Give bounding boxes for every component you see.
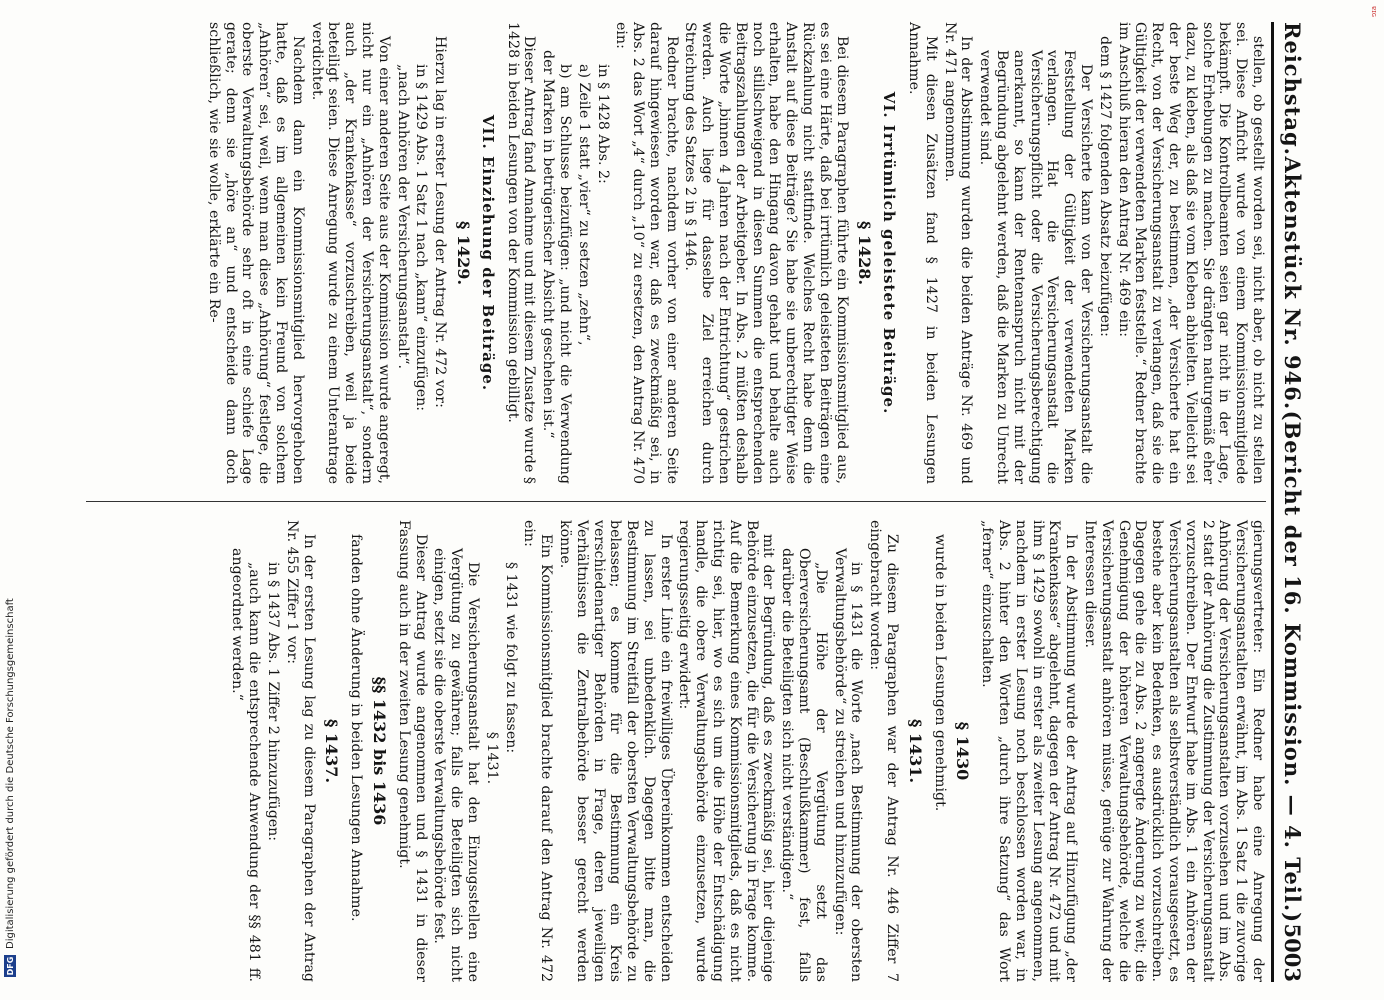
paragraph-heading: § 1430 (953, 721, 973, 781)
paragraph: in § 1428 Abs. 2: (594, 64, 611, 184)
paragraph-heading: § 1437. (322, 718, 342, 784)
funding-notice (3, 597, 17, 977)
paragraph: Hierzu lag in erster Lesung der Antrag Nr. 472 vor: (432, 36, 449, 408)
paragraph-heading: § 1428. (855, 220, 875, 286)
funding-notice-text: Digitalisierung gefördert durch die Deutsche Forschungsgemeinschaft (4, 598, 16, 949)
paragraph: mit der Begründung, daß es zweckmäßig sei, hier diejenige Behörde einzusetzen, die für die Versicherung in Frage komme. Auf die Bemerkung eines Kommissionsmitglieds, daß es nicht richtig sei, hier, wo es sich um die Höhe der Entschädigung handle, die obere Verwaltungsbehörde einzusetzen, wurde regierungsseitig erwidert: (676, 520, 777, 982)
column-divider (86, 501, 1266, 502)
corner-mark (1368, 8, 1380, 32)
paragraph: In der Abstimmung wurde der Antrag auf Hinzufügung „der Krankenkasse“ abgelehnt, dagegen der Antrag Nr. 472 und mit ihm § 1429 sowohl in erster als zweiter Lesung angenommen, nachdem in erster Lesung noch beschlossen worden war, in Abs. 2 hinter den Worten „durch ihre Satzung“ das Wort „ferner“ einzuschalten. (979, 520, 1080, 982)
paragraph: in § 1429 Abs. 1 Satz 1 nach „kann“ einzufügen: (413, 64, 430, 412)
list-item: a) Zeile 1 statt „vier“ zu setzen „zehn“, (575, 64, 592, 346)
quoted-text: „nach Anhören der Versicherungsanstalt“. (394, 64, 411, 370)
paragraph: Dieser Antrag wurde angenommen und § 1431 in dieser Fassung auch in der zweiten Lesung genehmigt. (395, 520, 429, 982)
paragraph: In erster Linie ein freiwilliges Übereinkommen entscheiden zu lassen, sei unbedenklich. Dagegen bitte man, die Bestimmung im Streitfall der obersten Verwaltungsbehörde zu belassen; es komme für die Bestimmung ein Kreis verschiedenartiger Behörden in Frage, deren jeweiligen Verhältnissen die Zentralbehörde besser gerecht werden könne. (556, 520, 674, 982)
paragraph: dem § 1427 folgenden Absatz beizufügen: (1096, 36, 1113, 337)
section-heading: VII. Einziehung der Beiträge. (478, 114, 497, 392)
header-left: Reichstag. (1280, 22, 1305, 156)
paragraph: Von einer anderen Seite aus der Kommission wurde angeregt, nicht nur ein „Anhören der Versicherungsanstalt“, sondern auch „der Krankenkasse“ vorzuschreiben, weil ja beide beteiligt seien. Diese Anregung wurde zu einem Unterantrage verdichtet. (308, 22, 392, 484)
paragraph: in § 1437 Abs. 1 Ziffer 2 hinzuzufügen: (264, 562, 281, 842)
paragraph: wurde in beiden Lesungen genehmigt. (931, 534, 948, 812)
paragraph: Dieser Antrag fand Annahme und mit diesem Zusatze wurde § 1428 in beiden Lesungen von der Kommission gebilligt. (504, 22, 538, 484)
paragraph: in § 1431 die Worte „nach Bestimmung der obersten Verwaltungsbehörde“ zu streichen und hinzuzufügen: (831, 548, 865, 982)
paragraph: In der ersten Lesung lag zu diesem Paragraphen der Antrag Nr. 455 Ziffer 1 vor: (283, 520, 317, 982)
paragraph: Nachdem dann ein Kommissionsmitglied hervorgehoben hatte, daß es im allgemeinen kein Freund von solchem „Anhören“ sei, weil, wenn man diese „Anhörung“ festlege, die oberste Verwaltungsbehörde sehr oft in eine schiefe Lage gerate; denn sie „höre an“ und entscheide dann doch schließlich, wie sie wolle, erklärte ein Re- (205, 22, 306, 484)
paragraph: § 1431 wie folgt zu fassen: (502, 562, 519, 754)
paragraph: stellen, ob gestellt worden sei, nicht aber, ob nicht zu stellen sei. Diese Anficht wurde von einem Kommissionsmitgliede bekämpft. Die Kontrollbeamten seien gar nicht in der Lage, solche Erhebungen zu machen. Sie drängten naturgemäß eher dazu, zu kleben, als daß sie vom Kleben abhielten. Vielleicht sei der beste Weg der, zu bestimmen, „der Versicherte hat ein Recht, von der Versicherungsanstalt zu verlangen, daß sie die Gültigkeit der verwendeten Marken feststelle.“ Redner brachte im Anschluß hieran den Antrag Nr. 469 ein: (1115, 22, 1266, 484)
list-item: b) am Schlusse beizufügen: „und nicht die Verwendung der Marken in betrügerischer Absicht geschehen ist.“ (540, 50, 573, 484)
paragraph: Zu diesem Paragraphen war der Antrag Nr. 446 Ziffer 7 eingebracht worden: (867, 520, 901, 982)
dfg-logo: DFG (5, 956, 15, 976)
quoted-heading: § 1431. (483, 731, 500, 785)
left-column (203, 22, 1266, 484)
paragraph-heading: § 1429. (453, 220, 473, 286)
paragraph-heading: § 1431. (905, 718, 925, 784)
right-column (227, 520, 1266, 982)
header-rule (1271, 22, 1274, 982)
paragraph: Redner brachte, nachdem vorher von einer anderen Seite darauf hingewiesen worden war, daß es zweckmäßig sei, in Abs. 2 das Wort „4“ durch „10“ zu ersetzen, den Antrag Nr. 470 ein: (613, 22, 680, 484)
paragraph: Bei diesem Paragraphen führte ein Kommissionsmitglied aus, es sei eine Härte, daß bei irrtümlich geleisteten Beiträgen eine Rückzahlung nicht stattfinde. Welches Recht habe denn die Anstalt auf diese Beiträge? Sie habe sie unberechtigter Weise erhalten, habe den Hingang davon gehabt und behalte auch noch stillschweigend in diesen Summen die entsprechenden Beitragszahlungen der Arbeitgeber. In Abs. 2 müßten deshalb die Worte „binnen 4 Jahren nach der Entrichtung“ gestrichen werden. Auch liege für dasselbe Ziel erreichen durch Streichung des Satzes 2 in § 1446. (682, 22, 850, 484)
paragraph: In der Abstimmung wurden die beiden Anträge Nr. 469 und Nr. 471 angenommen. (941, 22, 975, 484)
rotated-page-content (70, 22, 1310, 982)
section-heading: VI. Irrtümlich geleistete Beiträge. (880, 91, 899, 415)
page-number: 5003 (1280, 923, 1305, 982)
paragraph: gierungsvertreter: Ein Redner habe eine Anregung der Versicherungsanstalten erwähnt, im Abs. 1 Satz 1 die zuvorige Anhörung der Versicherungsanstalten vorzusehen und im Abs. 2 statt der Anhörung die Zustimmung der Versicherungsanstalt vorzuschreiben. Der Entwurf habe im Abs. 1 ein Anhören der Versicherungsanstalten als selbstverständlich vorausgesetzt, es bestehe aber kein Bedenken, es ausdrücklich vorzuschreiben. Dagegen gehe die zu Abs. 2 angeregte Änderung zu weit; die Genehmigung der höheren Verwaltungsbehörde, welche die Versicherungsanstalt anhören müsse, genüge zur Wahrung der Interessen dieser. (1082, 520, 1266, 982)
paragraph: Ein Kommissionsmitglied brachte darauf den Antrag Nr. 472 ein: (521, 520, 555, 982)
running-header (1280, 22, 1310, 982)
paragraph: Mit diesen Zusätzen fand § 1427 in beiden Lesungen Annahme. (906, 22, 939, 484)
quoted-text: Die Versicherungsanstalt hat den Einzugsstellen eine Vergütung zu gewähren; falls die Beteiligten sich nicht einigen, setzt sie die oberste Verwaltungsbehörde fest. (431, 548, 481, 982)
header-right-title: (Bericht der 16. Kommission. — 4. Teil.) (1280, 410, 1305, 924)
quoted-text: „Die Höhe der Vergütung setzt das Oberversicherungsamt (Beschlußkammer) fest, falls darüber die Beteiligten sich nicht verständigen.“ (779, 548, 829, 982)
corner-mark-text: ɐɪɢ (1370, 6, 1378, 18)
header-center: Aktenstück Nr. 946. (1280, 156, 1305, 411)
quoted-text: Der Versicherte kann von der Versicherungsanstalt die Feststellung der Gültigkeit der verwendeten Marken verlangen. Hat die Versicherungsanstalt die Versicherungspflicht oder die Versicherungsberechtigung anerkannt, so kann der Rentenanspruch nicht mit der Begründung abgelehnt werden, daß die Marken zu Unrecht verwendet sind. (977, 50, 1095, 484)
paragraph-heading: §§ 1432 bis 1436 (369, 676, 389, 826)
paragraph: fanden ohne Änderung in beiden Lesungen Annahme. (348, 534, 365, 922)
quoted-text: „auch kann die entsprechende Anwendung der §§ 481 ff. angeordnet werden.“ (229, 548, 263, 982)
